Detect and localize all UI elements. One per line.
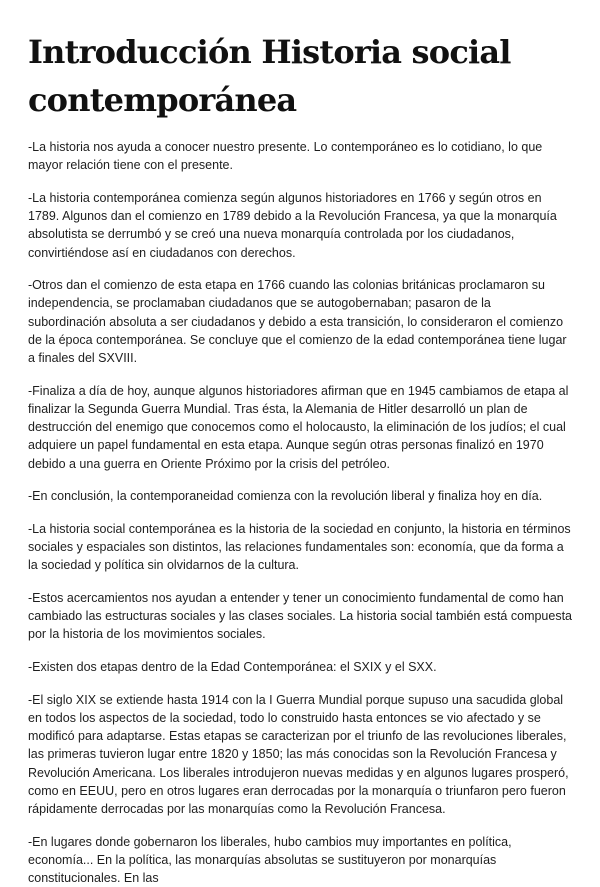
document-title: Introducción Historia social contemporánea <box>28 33 511 119</box>
paragraph: -Existen dos etapas dentro de la Edad Contemporánea: el SXIX y el SXX. <box>28 660 437 675</box>
paragraph: -Otros dan el comienzo de esta etapa en 1766 cuando las colonias británicas proclamaron su independencia, se proclamaban ciudadanos que se autogobernaban; pasaron de la subordinación absoluta a ser ciudadanos y debido a esta transición, lo consideraron el comienzo de la época contemporánea. Se concluye que el comienzo de la edad contemporánea tiene lugar a finales del SXVIII. <box>28 278 567 366</box>
paragraph: -Estos acercamientos nos ayudan a entender y tener un conocimiento fundamental de como han cambiado las estructuras sociales y las clases sociales. La historia social también está compuesta por la historia de los movimientos sociales. <box>28 591 573 642</box>
paragraph: -La historia contemporánea comienza según algunos historiadores en 1766 y según otros en 1789. Algunos dan el comienzo en 1789 debido a la Revolución Francesa, ya que la monarquía absolutista se derrumbó y se creó una nueva monarquía controlada por los ciudadanos, convirtiéndose así en ciudadanos con derechos. <box>28 190 557 260</box>
paragraph: -En conclusión, la contemporaneidad comienza con la revolución liberal y finaliza hoy en día. <box>28 489 543 504</box>
paragraph: -La historia social contemporánea es la historia de la sociedad en conjunto, la historia en términos sociales y espaciales son distintos, las relaciones fundamentales son: economía, que da forma a la sociedad y política sin olvidarnos de la cultura. <box>28 521 571 573</box>
paragraph: -El siglo XIX se extiende hasta 1914 con la I Guerra Mundial porque supuso una sacudida global en todos los aspectos de la sociedad, todo lo construido hasta entonces se vio afectado y se modificó para adaptarse. Estas etapas se caracterizan por el triunfo de las revoluciones liberales, las primeras tuvieron lugar entre 1820 y 1850; las más conocidas son la Revolución Francesa y Revolución Americana. Los liberales introdujeron nuevas medidas y en algunos lugares prosperó, como en EEUU, pero en otros lugares eran derrocadas por la monarquía o triunfaron pero fueron rápidamente derrocadas por las monarquías como la Revolución Francesa. <box>28 692 569 817</box>
paragraph: -En lugares donde gobernaron los liberales, hubo cambios muy importantes en política, economía... En la política, las monarquías absolutas se sustituyeron por monarquías constitucionales. En las <box>28 834 512 886</box>
paragraph: -La historia nos ayuda a conocer nuestro presente. Lo contemporáneo es lo cotidiano, lo que mayor relación tiene con el presente. <box>28 140 543 173</box>
paragraph: -Finaliza a día de hoy, aunque algunos historiadores afirman que en 1945 cambiamos de etapa al finalizar la Segunda Guerra Mundial. Tras ésta, la Alemania de Hitler desarrolló un plan de destrucción del enemigo que conocemos como el holocausto, la eliminación de los judíos; el cual adquiere un papel fundamental en esta etapa. Aunque según otras personas finalizó en 1970 debido a una guerra en Oriente Próximo por la crisis del petróleo. <box>28 383 569 471</box>
